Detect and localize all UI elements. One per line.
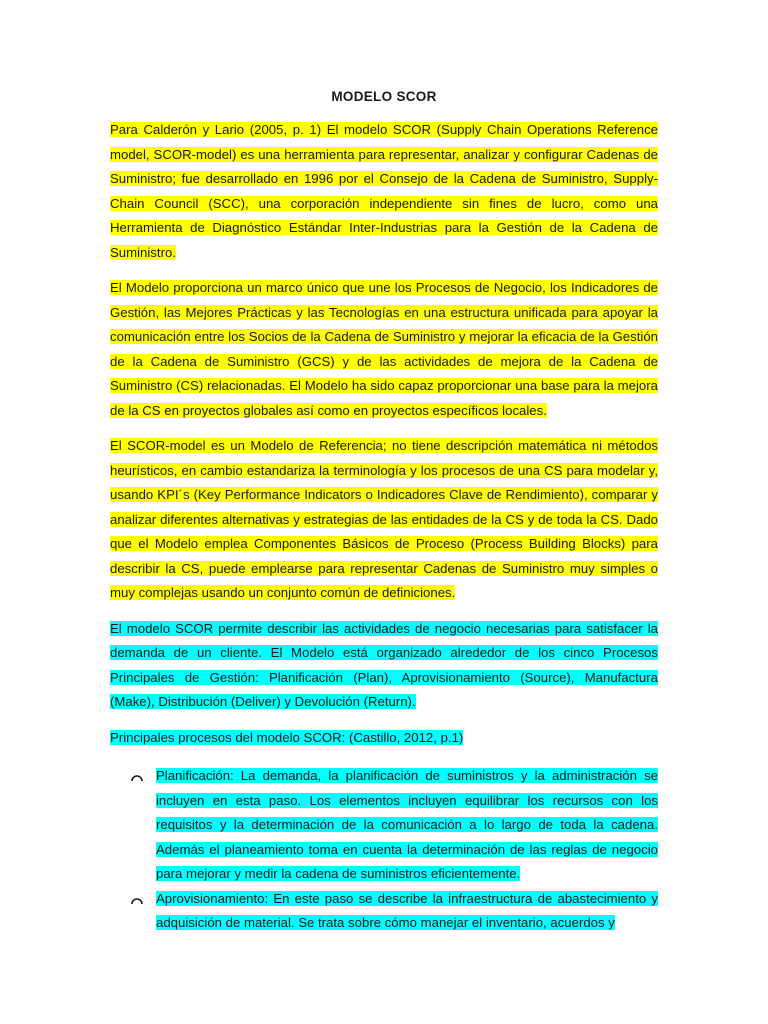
paragraph-intro xyxy=(110,118,658,265)
processes-subheading xyxy=(110,726,658,751)
process-sourcing-text: Aprovisionamiento: En este paso se describe la infraestructura de abastecimiento y adquisición de material. Se trata sobre cómo manejar el inventario, acuerdos y xyxy=(156,890,658,930)
paragraph-processes xyxy=(110,617,658,715)
paragraph-framework-text: El Modelo proporciona un marco único que une los Procesos de Negocio, los Indicadores de Gestión, las Mejores Prácticas y las Tecnologías en una estructura unificada para apoyar la comunicación entre los Socios de la Cadena de Suministro y mejorar la eficacia de la Gestión de la Cadena de Suministro (GCS) y de las actividades de mejora de la Cadena de Suministro (CS) relacionadas. El Modelo ha sido capaz proporcionar una base para la mejora de la CS en proyectos globales así como en proyectos específicos locales. xyxy=(110,280,658,418)
process-planning-text: Planificación: La demanda, la planificación de suministros y la administración se incluyen en esta paso. Los elementos incluyen equilibrar los recursos con los requisitos y la determinación de la comunicación a lo largo de toda la cadena. Además el planeamiento toma en cuenta la determinación de las reglas de negocio para mejorar y medir la cadena de suministros eficientemente. xyxy=(156,768,658,881)
paragraph-intro-text: Para Calderón y Lario (2005, p. 1) El modelo SCOR (Supply Chain Operations Reference model, SCOR-model) es una herramienta para representar, analizar y configurar Cadenas de Suministro; fue desarrollado en 1996 por el Consejo de la Cadena de Suministro, Supply-Chain Council (SCC), una corporación independiente sin fines de lucro, como una Herramienta de Diagnóstico Estándar Inter-Industrias para la Gestión de la Cadena de Suministro. xyxy=(110,122,658,260)
bullet-arc-icon xyxy=(130,768,144,786)
list-item xyxy=(156,887,658,936)
processes-subheading-text: Principales procesos del modelo SCOR: (Castillo, 2012, p.1) xyxy=(110,729,464,745)
paragraph-reference-model-text: El SCOR-model es un Modelo de Referencia; no tiene descripción matemática ni métodos heurísticos, en cambio estandariza la terminología y los procesos de una CS para modelar y, usando KPI´s (Key Performance Indicators o Indicadores Clave de Rendimiento), comparar y analizar diferentes alternativas y estrategias de las entidades de la CS y de toda la CS. Dado que el Modelo emplea Componentes Básicos de Proceso (Process Building Blocks) para describir la CS, puede emplearse para representar Cadenas de Suministro muy simples o muy complejas usando un conjunto común de definiciones. xyxy=(110,438,658,600)
paragraph-reference-model xyxy=(110,434,658,606)
page-title: MODELO SCOR xyxy=(331,89,437,104)
process-list xyxy=(110,764,658,936)
paragraph-processes-text: El modelo SCOR permite describir las actividades de negocio necesarias para satisfacer la demanda de un cliente. El Modelo está organizado alrededor de los cinco Procesos Principales de Gestión: Planificación (Plan), Aprovisionamiento (Source), Manufactura (Make), Distribución (Deliver) y Devolución (Return). xyxy=(110,620,658,709)
list-item xyxy=(156,764,658,887)
paragraph-framework xyxy=(110,276,658,423)
bullet-arc-icon xyxy=(130,891,144,909)
